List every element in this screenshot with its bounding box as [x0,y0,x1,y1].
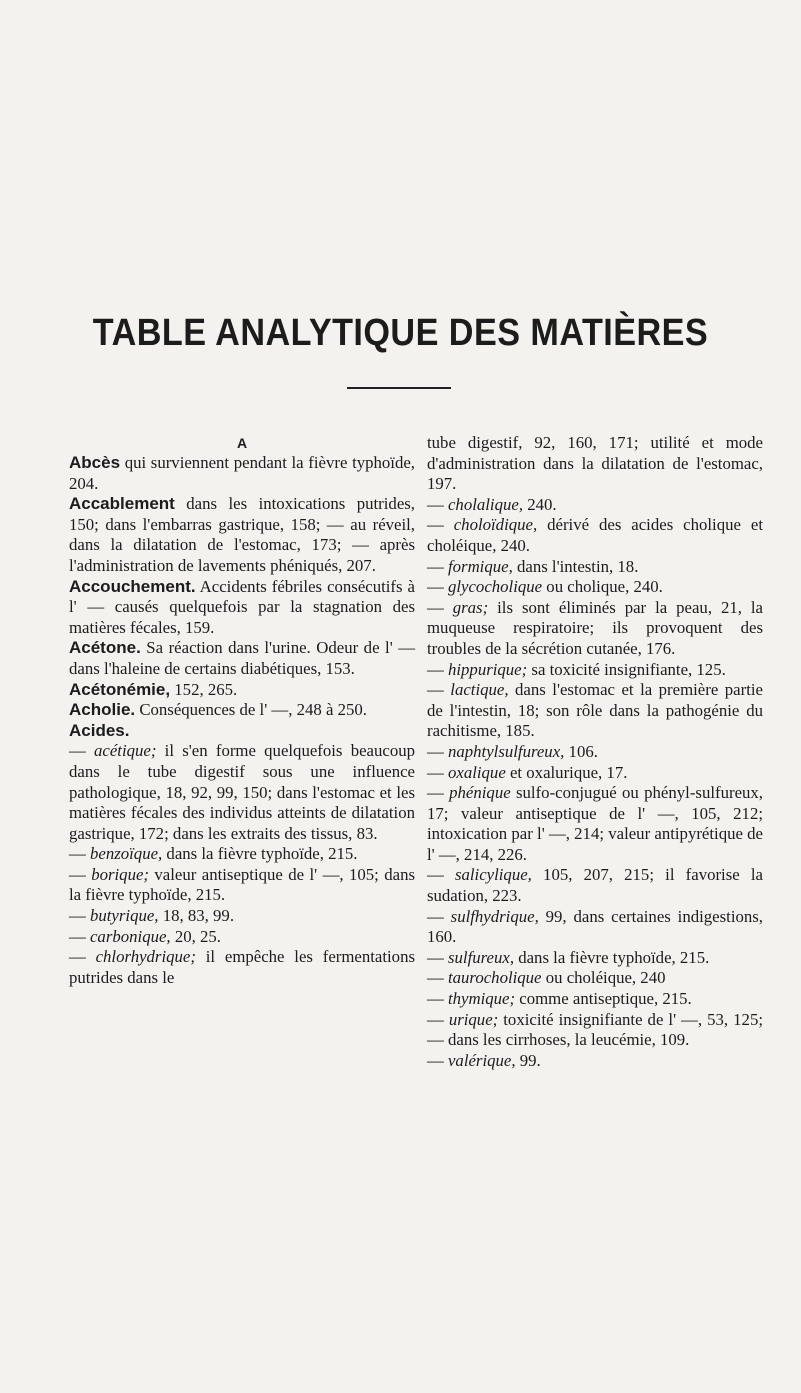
entry-dash: — [427,865,455,885]
entry-headword: Acides. [69,720,130,740]
index-entry [427,515,763,556]
index-entry [69,947,415,988]
entry-subterm: acétique; [94,741,157,761]
entry-subterm: phénique [449,783,511,803]
entry-dash: — [69,947,96,967]
entry-subterm: lactique, [450,680,509,700]
index-entry [427,1051,763,1072]
entry-text: tube digestif, 92, 160, 171; utilité et mode d'administration dans la dilatation de l'estomac, 197. [427,433,763,494]
entry-dash: — [427,680,451,700]
entry-text: 105, 207, 215; il favorise la sudation, 223. [427,865,763,906]
index-entry [427,1010,763,1051]
index-entry [427,495,763,516]
entry-subterm: taurocholique [447,968,542,988]
entry-text: il s'en forme quelquefois beaucoup dans le tube digestif sous une influence pathologique, 18, 92, 99, 150; dans l'estomac et les matières fécales des individus atteints de dilatation gastrique, 172; dans les extraits des tissus, 83. [69,741,415,843]
index-entry [427,557,763,578]
entry-dash: — [427,1009,449,1029]
index-entry [69,494,415,576]
entry-text: 240. [523,494,557,514]
entry-text: 20, 25. [170,926,221,946]
index-entry [427,598,763,660]
title-rule [347,387,451,389]
index-entry [427,660,763,681]
index-column-right [427,433,763,1071]
index-entry [427,968,763,989]
entry-text: 18, 83, 99. [158,906,235,926]
entry-subterm: cholalique, [447,494,524,514]
entry-text: et oxalurique, 17. [505,762,628,782]
index-entry [69,865,415,906]
entry-text: 106. [564,741,598,761]
entry-subterm: salicylique, [454,865,532,885]
entry-dash: — [427,577,448,597]
index-entry [69,700,415,721]
entry-dash: — [427,556,448,576]
index-entry [427,680,763,742]
entry-text: valeur antiseptique de l' —, 105; dans la fièvre typhoïde, 215. [69,864,415,905]
entry-dash: — [69,864,92,884]
entry-dash: — [69,741,95,761]
entry-dash: — [427,659,448,679]
entry-headword: Acholie. [69,700,136,720]
entry-text: il empêche les fermentations putrides dans le [69,947,415,987]
index-entry [427,907,763,948]
entry-dash: — [427,906,451,926]
entry-text: ou cholique, 240. [542,577,663,597]
entry-headword: Accablement [69,494,175,514]
entry-dash: — [427,741,448,761]
entry-headword: Abcès [69,453,121,472]
entry-subterm: sulfureux, [447,947,515,967]
index-column-left [69,433,415,988]
entry-text: dans la fièvre typhoïde, 215. [514,947,710,967]
entry-dash: — [427,1050,448,1070]
index-entry [69,844,415,865]
entry-subterm: chlorhydrique; [95,947,196,967]
entry-text: qui surviennent pendant la fièvre typhoïde, 204. [69,453,415,493]
index-entry [69,721,415,742]
index-entry [69,577,415,639]
entry-text: sa toxicité insignifiante, 125. [527,659,726,679]
index-entry [427,433,763,495]
entry-subterm: benzoïque, [89,844,163,864]
entry-subterm: hippurique; [447,659,528,679]
entry-text: Accidents fébriles consécutifs à l' — causés quelquefois par la stagnation des matières fécales, 159. [69,576,415,637]
entry-text: dans les intoxications putrides, 150; dans l'embarras gastrique, 158; — au réveil, dans la dilatation de l'estomac, 173; — après l'administration de lavements phéniqués, 207. [69,494,415,575]
index-entry [69,453,415,494]
entry-dash: — [427,494,448,514]
entry-subterm: choloïdique, [453,515,538,535]
entry-subterm: thymique; [447,989,516,1009]
entry-subterm: carbonique, [89,926,171,946]
section-letter: A [236,435,248,451]
entry-subterm: valérique, [447,1050,516,1070]
index-entry [427,989,763,1010]
entry-subterm: formique, [447,556,513,576]
index-entry [427,783,763,865]
entry-dash: — [427,515,454,535]
entry-dash: — [427,989,448,1009]
entry-text: ils sont éliminés par la peau, 21, la muqueuse respiratoire; ils provoquent des troubles de la sécrétion cutanée, 176. [427,597,764,658]
entry-headword: Acétone. [69,638,141,658]
entry-text: sulfo-conjugué ou phényl-sulfureux, 17; valeur antiseptique de l' —, 105, 212; intoxication par l' —, 214; valeur antipyrétique de l' —, 214, 226. [427,783,763,864]
entry-text: dans la fièvre typhoïde, 215. [162,844,358,864]
entry-dash: — [69,926,90,946]
entry-headword: Accouchement. [69,576,196,596]
entry-text: Sa réaction dans l'urine. Odeur de l' — dans l'haleine de certains diabétiques, 153. [69,638,415,678]
entry-headword: Acétonémie, [69,679,171,699]
entry-subterm: naphtylsulfureux, [447,741,565,761]
entry-text: dérivé des acides cholique et choléique, 240. [427,515,763,555]
entry-subterm: sulfhydrique, [450,906,539,926]
entry-text: 99. [515,1050,541,1070]
index-entry [427,577,763,598]
entry-text: dans l'intestin, 18. [512,556,639,576]
entry-dash: — [427,783,450,803]
entry-subterm: gras; [452,597,489,617]
entry-subterm: glycocholique [447,577,543,597]
entry-text: toxicité insignifiante de l' —, 53, 125; — dans les cirrhoses, la leucémie, 109. [427,1009,763,1050]
entry-dash: — [427,597,453,617]
entry-text: ou choléique, 240 [541,968,666,988]
index-entry [427,948,763,969]
entry-subterm: oxalique [447,762,506,782]
entry-text: comme antiseptique, 215. [515,989,692,1009]
index-entry [69,638,415,679]
entry-subterm: borique; [91,864,149,884]
index-entry [69,927,415,948]
entry-text: Conséquences de l' —, 248 à 250. [135,700,367,720]
entry-subterm: butyrique, [89,906,159,926]
page-title: TABLE ANALYTIQUE DES MATIÈRES [92,312,709,354]
entry-dash: — [69,844,90,864]
entry-text: 99, dans certaines indigestions, 160. [427,906,763,947]
entry-text: dans l'estomac et la première partie de l'intestin, 18; son rôle dans la pathogénie du rachitisme, 185. [427,680,763,741]
entry-dash: — [427,762,448,782]
index-entry [69,906,415,927]
entry-dash: — [427,968,448,988]
index-entry [427,763,763,784]
index-entry [69,680,415,701]
entry-dash: — [69,906,90,926]
index-entry [427,865,763,906]
entry-dash: — [427,947,448,967]
index-entry [427,742,763,763]
index-entry [69,741,415,844]
entry-subterm: urique; [448,1009,499,1029]
entry-text: 152, 265. [170,679,238,699]
